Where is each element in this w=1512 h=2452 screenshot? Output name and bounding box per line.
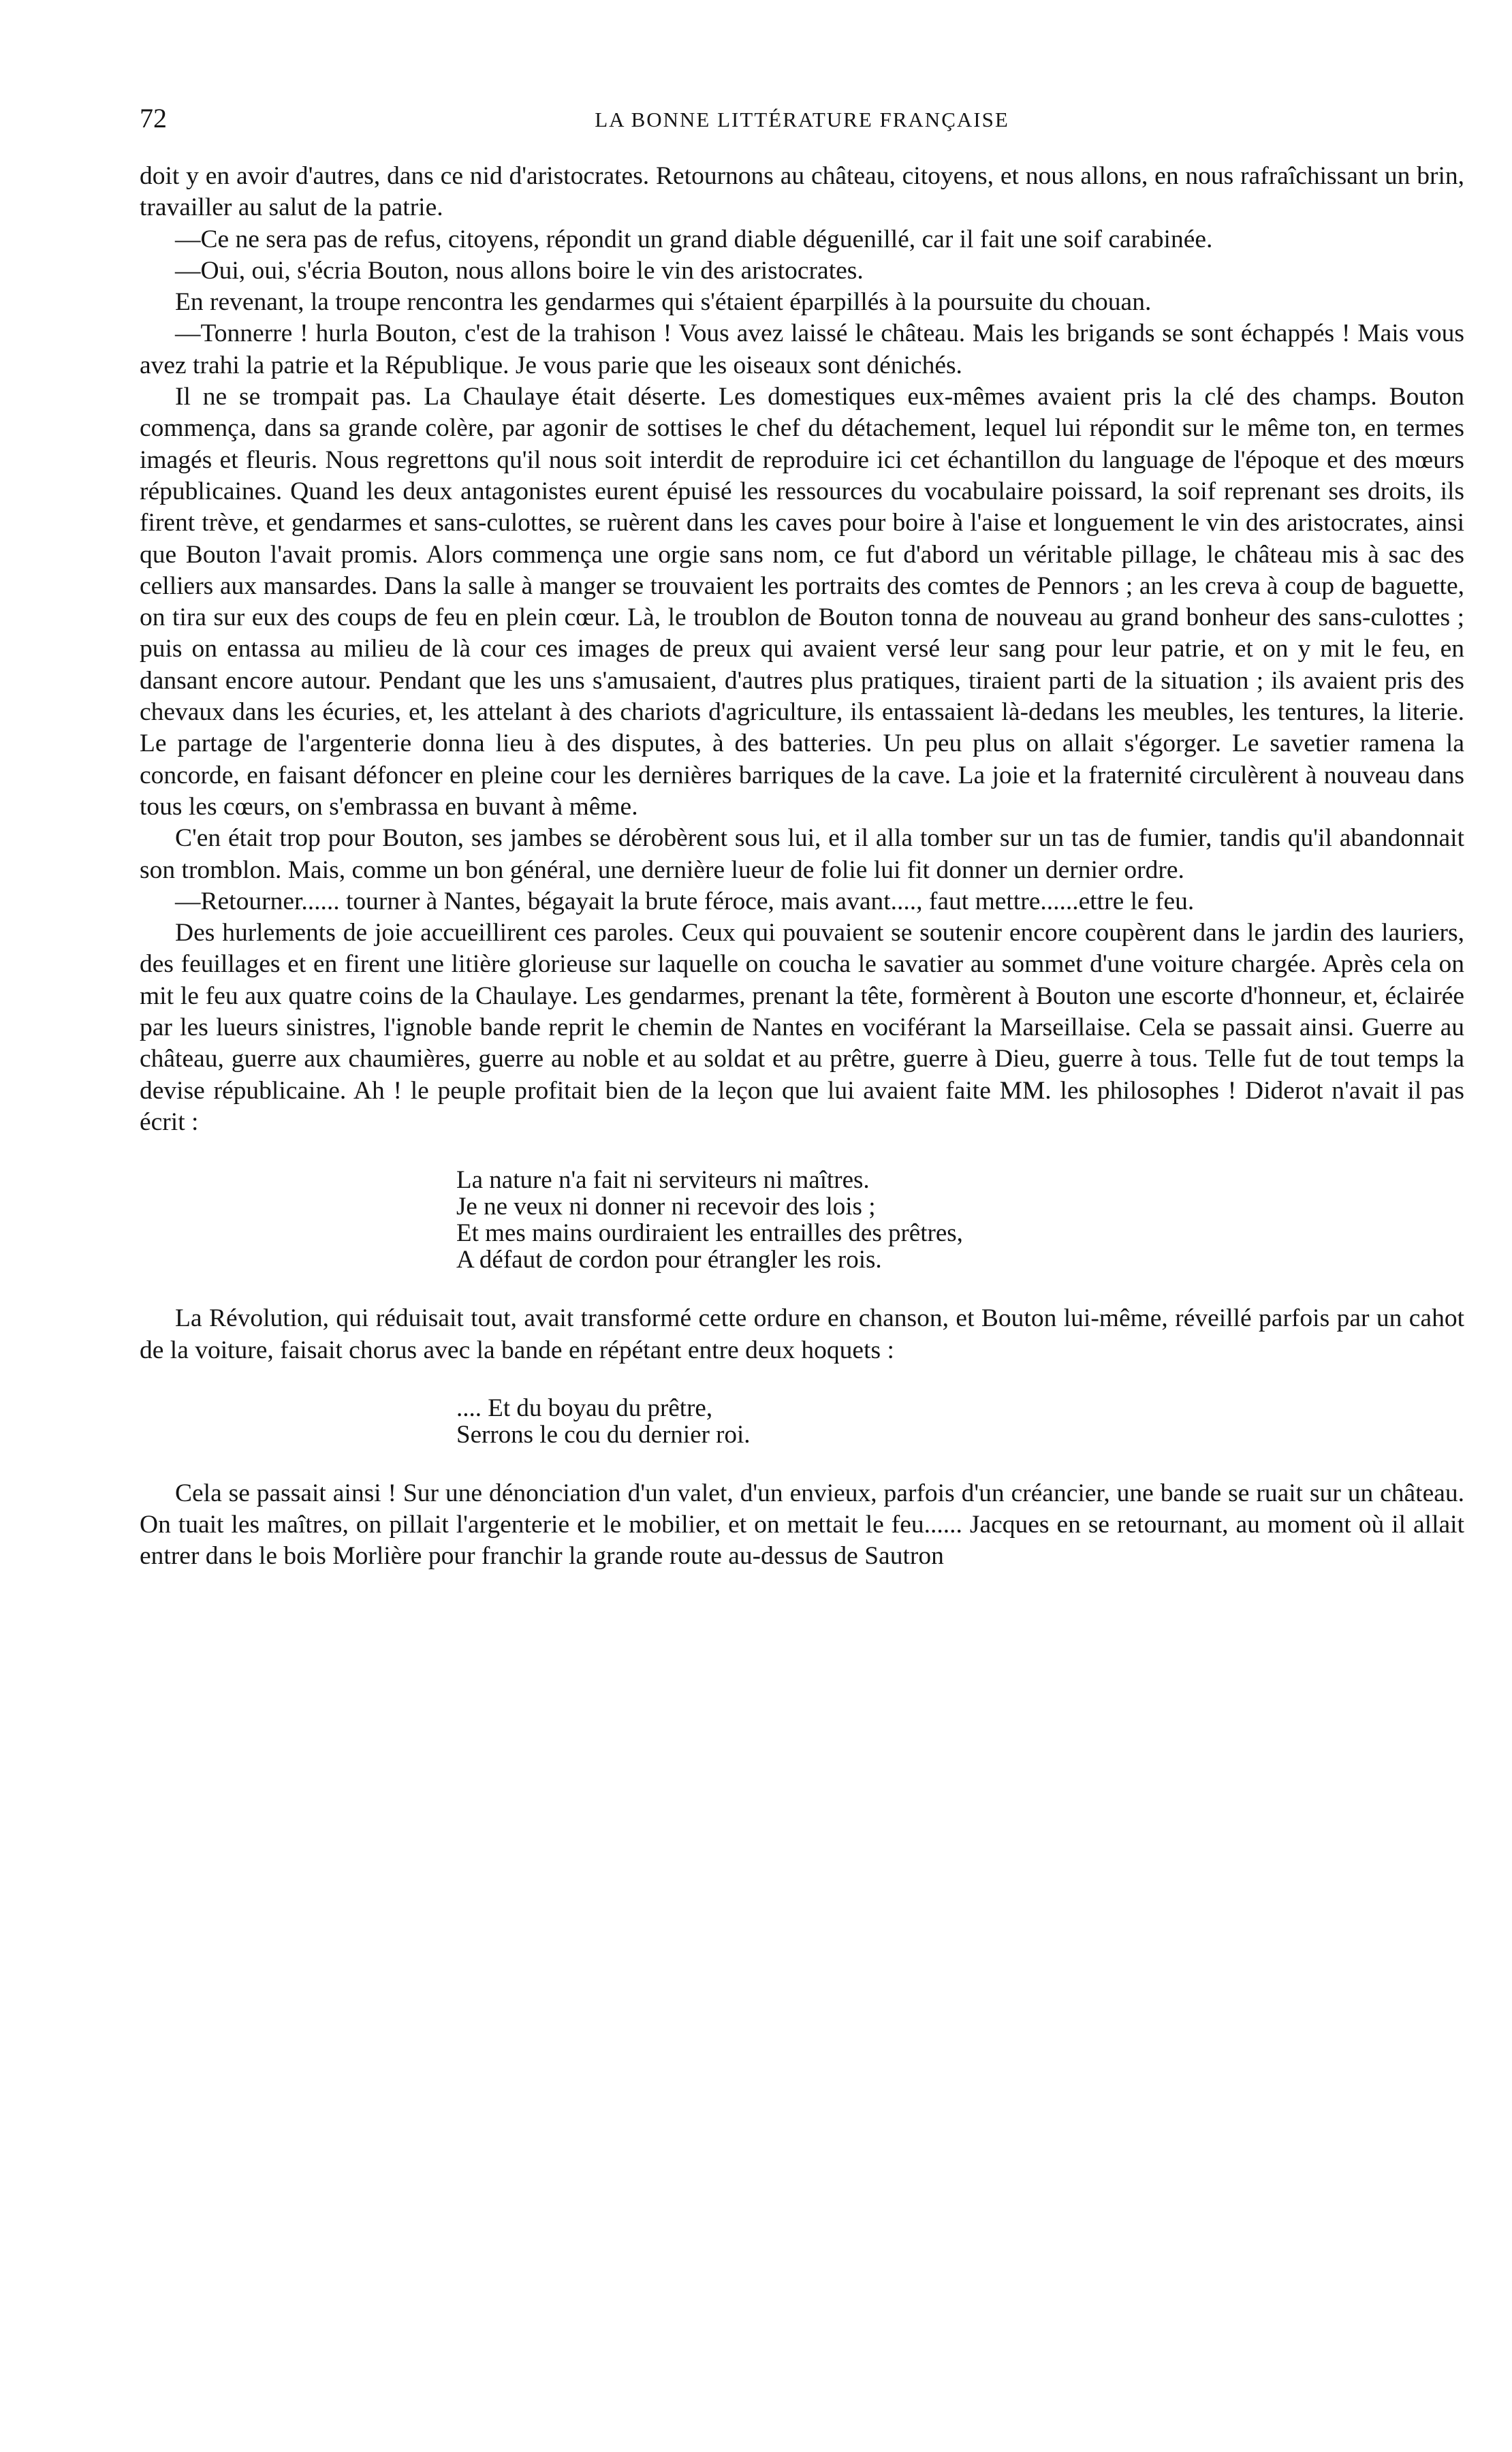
page-header (140, 102, 1464, 146)
verse-quote-diderot (456, 1167, 1464, 1273)
paragraph-4: En revenant, la troupe rencontra les gendarmes qui s'étaient éparpillés à la poursuite du chouan. (175, 288, 1152, 317)
paragraph-5: —Tonnerre ! hurla Bouton, c'est de la trahison ! Vous avez laissé le château. Mais les brigands se sont échappés ! Mais vous avez trahi la patrie et la République. Je vous parie que les oiseaux sont dénichés. (140, 319, 1464, 379)
running-title: LA BONNE LITTÉRATURE FRANÇAISE (595, 108, 1009, 131)
verse-line: Je ne veux ni donner ni recevoir des lois ; (456, 1193, 876, 1221)
verse-line: A défaut de cordon pour étrangler les rois. (456, 1246, 882, 1274)
paragraph-7: C'en était trop pour Bouton, ses jambes se dérobèrent sous lui, et il alla tomber sur un tas de fumier, tandis qu'il abandonnait son tromblon. Mais, comme un bon général, une dernière lueur de folie lui fit donner un dernier ordre. (140, 824, 1464, 884)
page-number: 72 (140, 103, 167, 133)
final-paragraph: Cela se passait ainsi ! Sur une dénonciation d'un valet, d'un envieux, parfois d'un créancier, une bande se ruait sur un château. On tuait les maîtres, on pillait l'argenterie et le mobilier, et on mettait le feu...... Jacques en se retournant, au moment où il allait entrer dans le bois Morlière pour franchir la grande route au-dessus de Sautron (140, 1479, 1464, 1571)
paragraph-1: doit y en avoir d'autres, dans ce nid d'aristocrates. Retournons au château, citoyens, et nous allons, en nous rafraîchissant un brin, travailler au salut de la patrie. (140, 162, 1464, 222)
verse-line: Serrons le cou du dernier roi. (456, 1420, 751, 1449)
paragraph-6: Il ne se trompait pas. La Chaulaye était déserte. Les domestiques eux-mêmes avaient pris la clé des champs. Bouton commença, dans sa grande colère, par agonir de sottises le chef du détachement, lequel lui répondit sur le même ton, en termes imagés et fleuris. Nous regrettons qu'il nous soit interdit de reproduire ici cet échantillon du language de l'époque et des mœurs républicaines. Quand les deux antagonistes eurent épuisé les ressources du vocabulaire poissard, la soif reprenant ses droits, ils firent trève, et gendarmes et sans-culottes, se ruèrent dans les caves pour boire à l'aise et longuement le vin des aristocrates, ainsi que Bouton l'avait promis. Alors commença une orgie sans nom, ce fut d'abord un véritable pillage, le château mis à sac des celliers aux mansardes. Dans la salle à manger se trouvaient les portraits des comtes de Pennors ; an les creva à coup de baguette, on tira sur eux des coups de feu en plein cœur. Là, le troublon de Bouton tonna de nouveau au grand bonheur des sans-culottes ; puis on entassa au milieu de là cour ces images de preux qui avaient versé leur sang pour leur patrie, et on y mit le feu, en dansant encore autour. Pendant que les uns s'amusaient, d'autres plus pratiques, tiraient parti de la situation ; ils avaient pris des chevaux dans les écuries, et, les attelant à des chariots d'agriculture, ils entassaient là-dedans les meubles, les tentures, la literie. Le partage de l'argenterie donna lieu à des disputes, à des batteries. Un peu plus on allait s'égorger. Le savetier ramena la concorde, en faisant défoncer en pleine cour les dernières barriques de la cave. La joie et la fraternité circulèrent à nouveau dans tous les cœurs, on s'embrassa en buvant à même. (140, 383, 1464, 821)
paragraph-3: —Oui, oui, s'écria Bouton, nous allons boire le vin des aristocrates. (175, 256, 864, 285)
paragraph-2: —Ce ne sera pas de refus, citoyens, répondit un grand diable déguenillé, car il fait une soif carabinée. (175, 225, 1213, 253)
verse-quote-song (456, 1395, 1464, 1448)
paragraph-9: Des hurlements de joie accueillirent ces paroles. Ceux qui pouvaient se soutenir encore coupèrent dans le jardin des lauriers, des feuillages et en firent une litière glorieuse sur laquelle on coucha le savatier au sommet d'une voiture chargée. Après cela on mit le feu aux quatre coins de la Chaulaye. Les gendarmes, prenant la tête, formèrent à Bouton une escorte d'honneur, et, éclairée par les lueurs sinistres, l'ignoble bande reprit le chemin de Nantes en vociférant la Marseillaise. Cela se passait ainsi. Guerre au château, guerre aux chaumières, guerre au noble et au soldat et au prêtre, guerre à Dieu, guerre à tous. Telle fut de tout temps la devise républicaine. Ah ! le peuple profitait bien de la leçon que lui avaient faite MM. les philosophes ! Diderot n'avait il pas écrit : (140, 919, 1464, 1136)
paragraph-after-verse: La Révolution, qui réduisait tout, avait transformé cette ordure en chanson, et Bouton lui-même, réveillé parfois par un cahot de la voiture, faisait chorus avec la bande en répétant entre deux hoquets : (140, 1304, 1464, 1364)
verse-line: La nature n'a fait ni serviteurs ni maîtres. (456, 1166, 870, 1195)
page-body (140, 161, 1464, 1573)
verse-line: Et mes mains ourdiraient les entrailles des prêtres, (456, 1219, 963, 1248)
verse-line: .... Et du boyau du prêtre, (456, 1394, 713, 1422)
paragraph-8: —Retourner...... tourner à Nantes, bégayait la brute féroce, mais avant...., faut mettre......ettre le feu. (175, 887, 1195, 915)
